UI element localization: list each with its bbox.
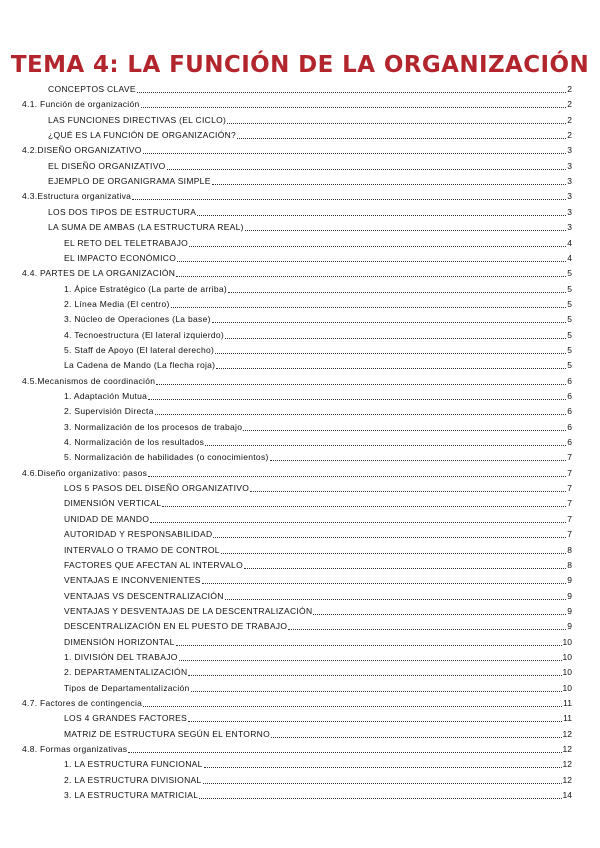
toc-entry[interactable] — [22, 468, 572, 479]
toc-entry-title: MATRIZ DE ESTRUCTURA SEGÚN EL ENTORNO — [64, 728, 270, 739]
toc-entry-title: EL DISEÑO ORGANIZATIVO — [48, 160, 166, 171]
toc-entry[interactable] — [64, 330, 572, 341]
toc-entry[interactable] — [64, 452, 572, 463]
toc-entry[interactable] — [64, 667, 572, 678]
toc-entry-page: 2 — [567, 84, 572, 94]
toc-entry[interactable] — [22, 698, 572, 709]
toc-entry[interactable] — [64, 483, 572, 494]
toc-entry[interactable] — [64, 437, 572, 448]
toc-entry-page: 5 — [567, 360, 572, 371]
toc-entry-page: 6 — [567, 375, 572, 386]
toc-leader-dots — [155, 407, 567, 415]
toc-entry-title: 2. DEPARTAMENTALIZACIÓN — [64, 667, 188, 678]
toc-entry-page: 3 — [567, 160, 572, 171]
toc-entry[interactable] — [64, 299, 572, 310]
toc-entry-title: 4.7. Factores de contingencia — [22, 698, 143, 708]
toc-leader-dots — [143, 146, 567, 154]
toc-leader-dots — [128, 745, 561, 753]
toc-entry-page: 3 — [567, 176, 572, 187]
toc-leader-dots — [288, 622, 566, 630]
toc-entry[interactable] — [64, 422, 572, 433]
toc-entry-title: VENTAJAS Y DESVENTAJAS DE LA DESCENTRALIZACIÓN — [64, 605, 313, 616]
toc-leader-dots — [216, 361, 566, 369]
toc-entry[interactable] — [64, 238, 572, 249]
toc-entry-title: LOS 5 PASOS DEL DISEÑO ORGANIZATIVO — [64, 483, 250, 494]
toc-leader-dots — [156, 377, 566, 385]
toc-leader-dots — [188, 668, 561, 676]
toc-entry-title: 4.1. Función de organización — [22, 99, 140, 110]
toc-entry-title: 3. LA ESTRUCTURA MATRICIAL — [64, 790, 199, 801]
toc-leader-dots — [191, 684, 562, 692]
toc-leader-dots — [204, 760, 562, 768]
toc-entry-page: 5 — [567, 283, 572, 294]
toc-leader-dots — [215, 346, 566, 354]
toc-entry[interactable] — [64, 683, 572, 694]
toc-leader-dots — [143, 699, 562, 707]
toc-entry-title: 4.6.Diseño organizativo: pasos — [22, 467, 148, 478]
toc-leader-dots — [221, 546, 567, 554]
toc-entry[interactable] — [64, 253, 572, 264]
toc-leader-dots — [227, 116, 566, 124]
toc-entry-page: 14 — [562, 790, 572, 801]
toc-entry-page: 12 — [562, 774, 572, 785]
toc-leader-dots — [212, 315, 567, 323]
toc-leader-dots — [244, 561, 566, 569]
toc-leader-dots — [177, 254, 566, 262]
toc-entry-page: 6 — [567, 391, 572, 401]
toc-entry-page: 8 — [567, 559, 572, 570]
toc-entry-page: 2 — [567, 114, 572, 125]
toc-entry[interactable] — [64, 790, 572, 801]
toc-leader-dots — [205, 438, 566, 446]
toc-entry-title: LAS FUNCIONES DIRECTIVAS (EL CICLO) — [48, 114, 227, 125]
toc-leader-dots — [250, 484, 566, 492]
toc-entry-title: 4. Tecnoestructura (El lateral izquierdo) — [64, 329, 225, 340]
toc-leader-dots — [212, 177, 567, 185]
toc-entry-title: 2. Supervisión Directa — [64, 406, 154, 417]
toc-leader-dots — [179, 653, 562, 661]
toc-entry-title: 1. DIVISIÓN DEL TRABAJO — [64, 651, 178, 662]
toc-leader-dots — [199, 791, 561, 799]
toc-leader-dots — [148, 469, 566, 477]
toc-entry[interactable] — [22, 268, 572, 279]
document-title: TEMA 4: LA FUNCIÓN DE LA ORGANIZACIÓN — [10, 52, 590, 78]
toc-entry-page: 11 — [563, 698, 572, 708]
toc-entry-page: 3 — [567, 191, 572, 202]
toc-entry[interactable] — [64, 284, 572, 295]
toc-entry[interactable] — [48, 84, 572, 95]
toc-entry[interactable] — [22, 744, 572, 755]
toc-leader-dots — [243, 423, 566, 431]
toc-entry-page: 3 — [567, 145, 572, 156]
toc-entry[interactable] — [48, 222, 572, 233]
toc-entry-title: 2. LA ESTRUCTURA DIVISIONAL — [64, 774, 202, 785]
toc-entry[interactable] — [64, 360, 572, 371]
toc-entry-title: 1. LA ESTRUCTURA FUNCIONAL — [64, 759, 203, 770]
toc-entry-title: DIMENSIÓN HORIZONTAL — [64, 636, 175, 647]
toc-entry-page: 2 — [567, 99, 572, 110]
toc-entry-page: 5 — [567, 329, 572, 340]
toc-entry-page: 11 — [563, 713, 572, 724]
toc-entry-page: 4 — [567, 237, 572, 248]
toc-entry[interactable] — [64, 606, 572, 617]
toc-entry-page: 2 — [567, 130, 572, 141]
toc-entry-title: 4.5.Mecanismos de coordinación — [22, 375, 156, 386]
toc-leader-dots — [189, 239, 566, 247]
toc-leader-dots — [150, 515, 566, 523]
toc-entry[interactable] — [48, 115, 572, 126]
toc-entry-page: 5 — [567, 298, 572, 309]
toc-leader-dots — [237, 131, 566, 139]
toc-entry-page: 12 — [562, 744, 572, 755]
toc-entry[interactable] — [64, 406, 572, 417]
toc-entry[interactable] — [64, 759, 572, 770]
toc-entry[interactable] — [64, 514, 572, 525]
toc-entry[interactable] — [64, 314, 572, 325]
toc-entry-title: VENTAJAS E INCONVENIENTES — [64, 575, 201, 586]
toc-entry-title: EL IMPACTO ECONÓMICO — [64, 252, 177, 263]
toc-entry[interactable] — [22, 145, 572, 156]
toc-entry[interactable] — [64, 529, 572, 540]
toc-entry-page: 7 — [567, 452, 572, 463]
toc-entry[interactable] — [64, 560, 572, 571]
toc-entry-title: 3. Normalización de los procesos de trabajo — [64, 421, 243, 432]
toc-entry-title: 4.8. Formas organizativas — [22, 744, 128, 755]
toc-entry-title: 5. Normalización de habilidades (o conocimientos) — [64, 452, 269, 463]
toc-entry-title: 4.3.Estructura organizativa — [22, 191, 132, 202]
toc-entry[interactable] — [22, 99, 572, 110]
toc-entry[interactable] — [64, 575, 572, 586]
toc-leader-dots — [225, 331, 566, 339]
toc-leader-dots — [225, 592, 567, 600]
toc-entry[interactable] — [64, 637, 572, 648]
toc-leader-dots — [167, 162, 567, 170]
toc-leader-dots — [188, 714, 562, 722]
toc-entry-page: 7 — [567, 498, 572, 509]
toc-entry-title: La Cadena de Mando (La flecha roja) — [64, 360, 216, 371]
toc-entry-page: 7 — [567, 467, 572, 478]
toc-entry-page: 6 — [567, 406, 572, 417]
toc-entry-title: Tipos de Departamentalización — [64, 682, 190, 693]
toc-entry-title: 1. Ápice Estratégico (La parte de arriba) — [64, 283, 228, 294]
toc-entry-page: 12 — [562, 728, 572, 739]
toc-entry-title: 2. Línea Media (El centro) — [64, 298, 170, 309]
toc-entry-page: 9 — [567, 621, 572, 632]
toc-entry-title: LOS 4 GRANDES FACTORES — [64, 713, 188, 724]
toc-entry-title: UNIDAD DE MANDO — [64, 513, 150, 524]
toc-entry[interactable] — [22, 376, 572, 387]
toc-entry[interactable] — [64, 652, 572, 663]
toc-entry-page: 7 — [567, 529, 572, 540]
toc-entry-page: 5 — [567, 344, 572, 355]
toc-entry-title: AUTORIDAD Y RESPONSABILIDAD — [64, 529, 213, 540]
toc-entry-page: 6 — [567, 421, 572, 432]
toc-leader-dots — [213, 530, 566, 538]
toc-leader-dots — [245, 223, 566, 231]
toc-entry[interactable] — [64, 498, 572, 509]
toc-leader-dots — [203, 776, 562, 784]
toc-leader-dots — [313, 607, 566, 615]
toc-leader-dots — [202, 576, 567, 584]
toc-leader-dots — [270, 453, 567, 461]
toc-entry-page: 9 — [567, 590, 572, 601]
toc-leader-dots — [137, 85, 566, 93]
toc-entry-title: LOS DOS TIPOS DE ESTRUCTURA — [48, 206, 197, 217]
toc-entry-page: 5 — [567, 314, 572, 325]
toc-entry[interactable] — [48, 161, 572, 172]
toc-entry-page: 3 — [567, 206, 572, 217]
toc-entry-title: 4.2.DISEÑO ORGANIZATIVO — [22, 145, 142, 156]
toc-entry-page: 10 — [562, 636, 572, 647]
toc-entry[interactable] — [48, 176, 572, 187]
toc-leader-dots — [141, 100, 567, 108]
toc-entry[interactable] — [64, 775, 572, 786]
toc-entry[interactable] — [64, 591, 572, 602]
toc-entry-title: EJEMPLO DE ORGANIGRAMA SIMPLE — [48, 176, 211, 187]
toc-entry-page: 9 — [567, 605, 572, 616]
toc-leader-dots — [162, 499, 566, 507]
toc-entry-title: ¿QUÉ ES LA FUNCIÓN DE ORGANIZACIÓN? — [48, 130, 237, 141]
toc-entry-page: 3 — [567, 222, 572, 233]
toc-leader-dots — [228, 285, 566, 293]
toc-entry-page: 10 — [562, 667, 572, 678]
toc-entry[interactable] — [64, 621, 572, 632]
toc-leader-dots — [176, 638, 562, 646]
toc-entry-title: CONCEPTOS CLAVE — [48, 84, 136, 94]
toc-entry-page: 4 — [567, 252, 572, 263]
toc-leader-dots — [176, 269, 566, 277]
toc-entry-title: 5. Staff de Apoyo (El lateral derecho) — [64, 344, 215, 355]
toc-entry-title: 3. Núcleo de Operaciones (La base) — [64, 314, 211, 325]
toc-leader-dots — [171, 300, 567, 308]
toc-leader-dots — [197, 208, 566, 216]
toc-leader-dots — [271, 730, 562, 738]
toc-entry[interactable] — [48, 130, 572, 141]
toc-entry-title: INTERVALO O TRAMO DE CONTROL — [64, 544, 220, 555]
toc-entry[interactable] — [64, 713, 572, 724]
toc-entry-page: 6 — [567, 437, 572, 448]
toc-entry[interactable] — [22, 191, 572, 202]
toc-entry-title: DIMENSIÓN VERTICAL — [64, 498, 162, 509]
toc-entry-page: 8 — [567, 544, 572, 555]
toc-entry[interactable] — [64, 545, 572, 556]
toc-entry-page: 12 — [562, 759, 572, 770]
toc-entry-page: 10 — [562, 682, 572, 693]
toc-entry-title: 1. Adaptación Mutua — [64, 391, 148, 401]
toc-entry[interactable] — [64, 729, 572, 740]
toc-entry-title: LA SUMA DE AMBAS (LA ESTRUCTURA REAL) — [48, 222, 244, 233]
toc-entry[interactable] — [48, 207, 572, 218]
toc-entry[interactable] — [64, 345, 572, 356]
toc-entry-page: 9 — [567, 575, 572, 586]
toc-entry-title: FACTORES QUE AFECTAN AL INTERVALO — [64, 559, 243, 570]
toc-entry-title: 4.4. PARTES DE LA ORGANIZACIÓN — [22, 268, 176, 279]
toc-entry-title: VENTAJAS VS DESCENTRALIZACIÓN — [64, 590, 224, 601]
toc-entry-page: 5 — [567, 268, 572, 279]
toc-leader-dots — [132, 192, 566, 200]
toc-entry-title: 4. Normalización de los resultados — [64, 437, 205, 448]
toc-entry-page: 7 — [567, 483, 572, 494]
toc-entry-page: 7 — [567, 513, 572, 524]
toc-entry[interactable] — [64, 391, 572, 402]
toc-leader-dots — [148, 392, 566, 400]
toc-entry-title: EL RETO DEL TELETRABAJO — [64, 237, 189, 248]
toc-entry-title: DESCENTRALIZACIÓN EN EL PUESTO DE TRABAJO — [64, 621, 288, 632]
toc-entry-page: 10 — [562, 651, 572, 662]
